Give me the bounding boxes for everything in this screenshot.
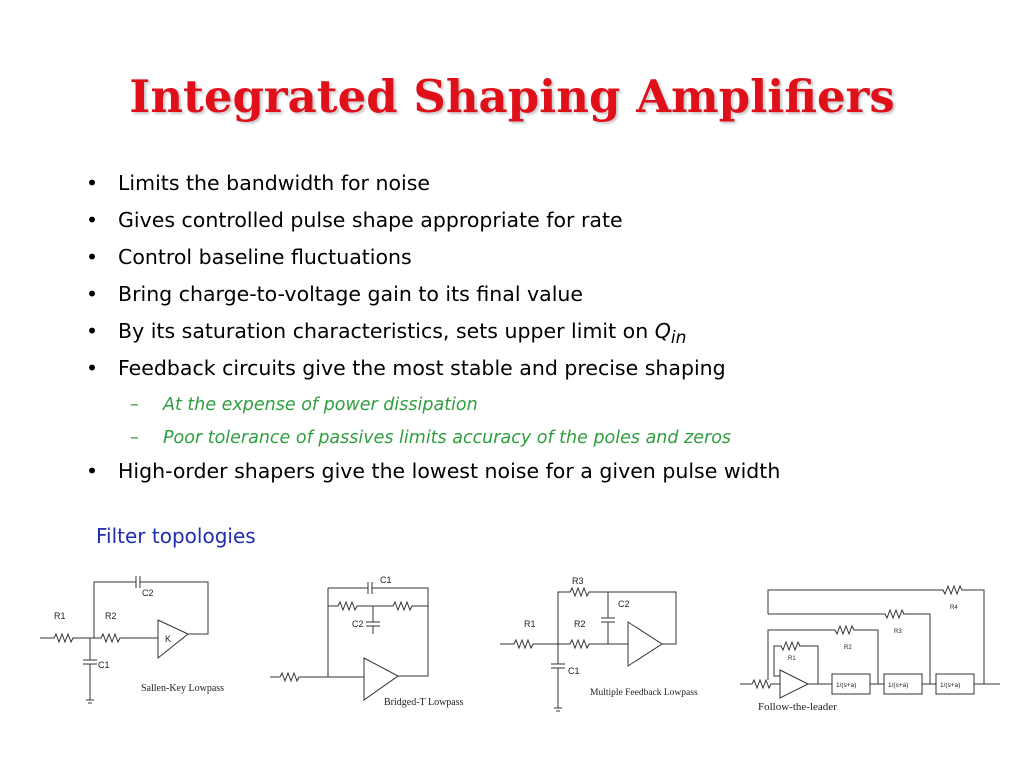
- r1-label: R1: [788, 656, 796, 662]
- follow-the-leader-diagram: [738, 580, 1004, 716]
- c2-label: C2: [352, 619, 364, 629]
- bullet-text: High-order shapers give the lowest noise for a given pulse width: [118, 459, 781, 483]
- bullet-text: Limits the bandwidth for noise: [118, 171, 431, 195]
- bullet-item: [86, 318, 986, 355]
- sub-bullet-item: [86, 392, 986, 425]
- bullet-marker: •: [86, 459, 99, 483]
- bullet-item: [86, 458, 986, 495]
- bridge-resistors: [328, 588, 428, 610]
- r1-label: R1: [524, 619, 536, 629]
- c2-feedback: [601, 592, 615, 644]
- sallen-key-caption: Sallen-Key Lowpass: [141, 683, 225, 694]
- amplifier: [364, 658, 398, 700]
- bullet-marker: •: [86, 319, 99, 343]
- stage-3-label: 1/(s+a): [940, 682, 961, 689]
- r2-feedback: [768, 626, 878, 684]
- bullet-item: [86, 207, 986, 244]
- sallen-key-diagram: [38, 576, 238, 708]
- c1-label: C1: [98, 660, 110, 670]
- r1-label: R1: [54, 611, 66, 621]
- stage-2-label: 1/(s+a): [888, 682, 909, 689]
- c2-label: C2: [618, 599, 630, 609]
- c1-ground: [551, 644, 565, 711]
- stage-1-label: 1/(s+a): [836, 682, 857, 689]
- multiple-feedback-diagram: [496, 574, 712, 714]
- sub-bullet-marker: –: [130, 428, 139, 448]
- bullet-list: [86, 170, 986, 495]
- bridged-t-diagram: [268, 572, 478, 712]
- r4-feedback: [768, 586, 984, 684]
- bullet-marker: •: [86, 282, 99, 306]
- sub-bullet-text: At the expense of power dissipation: [163, 395, 478, 415]
- c1-label: C1: [380, 575, 392, 585]
- summing-amplifier: [780, 670, 808, 698]
- r1-resistor: [40, 634, 90, 642]
- c1-label: C1: [568, 666, 580, 676]
- bullet-text: Gives controlled pulse shape appropriate for rate: [118, 208, 623, 232]
- r2-resistor: [90, 634, 158, 642]
- r2-resistor: [558, 640, 628, 648]
- bullet-marker: •: [86, 208, 99, 232]
- bullet-text: Control baseline fluctuations: [118, 245, 412, 269]
- bullet-item: [86, 281, 986, 318]
- r3-label: R3: [894, 629, 902, 635]
- sub-bullet-item: [86, 425, 986, 458]
- bullet-marker: •: [86, 245, 99, 269]
- r2-label: R2: [105, 611, 117, 621]
- mfb-caption: Multiple Feedback Lowpass: [590, 688, 698, 698]
- bullet-item: [86, 170, 986, 207]
- bullet-marker: •: [86, 356, 99, 380]
- input-resistor: [740, 680, 780, 688]
- bullet-marker: •: [86, 171, 99, 195]
- amplifier-k: [158, 620, 188, 658]
- r2-label: R2: [574, 619, 586, 629]
- r3-label: R3: [572, 576, 584, 586]
- r2-label: R2: [844, 645, 852, 651]
- bullet-text-q-in: [118, 318, 686, 352]
- bullet-text: Feedback circuits give the most stable and precise shaping: [118, 356, 726, 380]
- filter-topologies-heading: Filter topologies: [96, 524, 256, 548]
- q-subscript: in: [670, 328, 687, 349]
- c1-bridge: [328, 582, 428, 676]
- bridged-t-caption: Bridged-T Lowpass: [384, 697, 464, 708]
- q-symbol: Q: [654, 319, 671, 343]
- slide-title: Integrated Shaping Amplifiers: [129, 70, 895, 123]
- sub-bullet-marker: –: [130, 395, 139, 415]
- c2-feedback-path: [94, 576, 208, 638]
- bullet-text: By its saturation characteristics, sets upper limit on: [118, 319, 655, 343]
- bullet-text: Bring charge-to-voltage gain to its final value: [118, 282, 584, 306]
- amplifier: [628, 622, 662, 666]
- c2-label: C2: [142, 588, 154, 598]
- amp-label: K: [165, 634, 172, 644]
- bullet-item: [86, 355, 986, 392]
- bullet-item: [86, 244, 986, 281]
- r3-feedback: [558, 588, 676, 644]
- follow-leader-caption: Follow-the-leader: [758, 701, 837, 713]
- c1-ground: [83, 638, 97, 703]
- r4-label: R4: [950, 605, 958, 611]
- r1-resistor: [500, 640, 558, 648]
- input-resistor: [270, 673, 364, 681]
- c2-capacitor: [366, 606, 380, 634]
- sub-bullet-text: Poor tolerance of passives limits accuracy of the poles and zeros: [163, 428, 732, 448]
